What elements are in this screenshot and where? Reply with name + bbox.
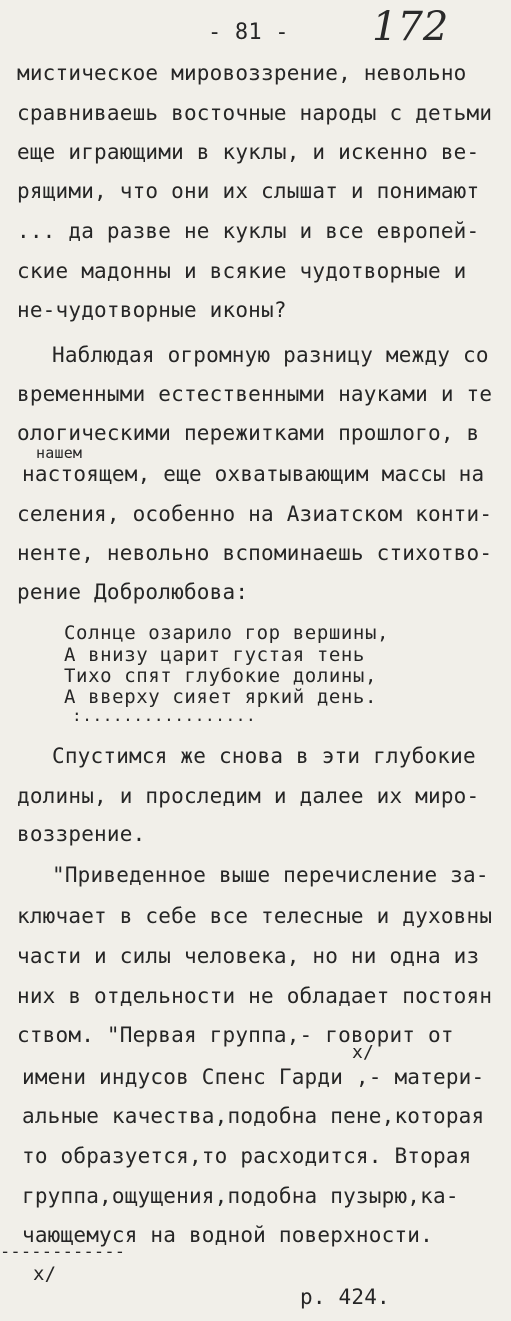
body-line: селения, особенно на Азиатском конти- xyxy=(17,502,493,526)
body-line: чающемуся на водной поверхности. xyxy=(22,1223,433,1247)
body-line: не-чудотворные иконы? xyxy=(17,298,287,322)
poem-line: Тихо спят глубокие долины, xyxy=(64,665,378,687)
body-line: еще играющими в куклы, и искенно ве- xyxy=(17,140,480,164)
body-line: рение Добролюбова: xyxy=(17,580,249,604)
body-line: настоящем, еще охватывающим массы на xyxy=(22,462,485,486)
inserted-word: нашем xyxy=(36,444,83,462)
body-line: ... да разве не куклы и все европей- xyxy=(17,219,480,243)
body-line: ключает в себе все телесные и духовны xyxy=(17,904,493,928)
poem-line: А вверху сияет яркий день. xyxy=(64,686,378,708)
body-line: временными естественными науками и те xyxy=(17,382,493,406)
footnote-mark: x/ xyxy=(352,1042,375,1063)
body-line: имени индусов Спенс Гарди ,- матери- xyxy=(22,1065,485,1089)
body-line: ством. "Первая группа,- говорит от xyxy=(17,1023,454,1047)
body-line: ненте, невольно вспоминаешь стихотво- xyxy=(17,541,493,565)
body-line: мистическое мировоззрение, невольно xyxy=(17,61,467,85)
footnote-marker: x/ xyxy=(33,1263,57,1285)
poem-ellipsis: :................. xyxy=(72,706,257,725)
body-line: "Приведенное выше перечисление за- xyxy=(52,863,489,887)
body-line: группа,ощущения,подобна пузырю,ка- xyxy=(22,1184,459,1208)
footnote-reference: р. 424. xyxy=(300,1285,390,1309)
poem-line: А внизу царит густая тень xyxy=(64,644,365,666)
page-number: - 81 - xyxy=(208,20,289,45)
body-line: Наблюдая огромную разницу между со xyxy=(52,343,489,367)
body-line: альные качества,подобна пене,которая xyxy=(22,1104,485,1128)
body-line: них в отдельности не обладает постоян xyxy=(17,984,493,1008)
body-line: ологическими пережитками прошлого, в xyxy=(17,421,480,445)
body-line: ские мадонны и всякие чудотворные и xyxy=(17,259,467,283)
body-line: рящими, что они их слышат и понимают xyxy=(17,179,480,203)
poem-line: Солнце озарило гор вершины, xyxy=(64,622,390,644)
body-line: сравниваешь восточные народы с детьми xyxy=(17,101,493,125)
body-line: долины, и проследим и далее их миро- xyxy=(17,784,480,808)
footnote-rule: ------------ xyxy=(0,1242,126,1262)
body-line: части и силы человека, но ни одна из xyxy=(17,944,480,968)
handwritten-archive-number: 172 xyxy=(372,4,449,50)
body-line: то образуется,то расходится. Вторая xyxy=(22,1144,472,1168)
body-line: воззрение. xyxy=(17,822,146,846)
body-line: Спустимся же снова в эти глубокие xyxy=(52,744,476,768)
